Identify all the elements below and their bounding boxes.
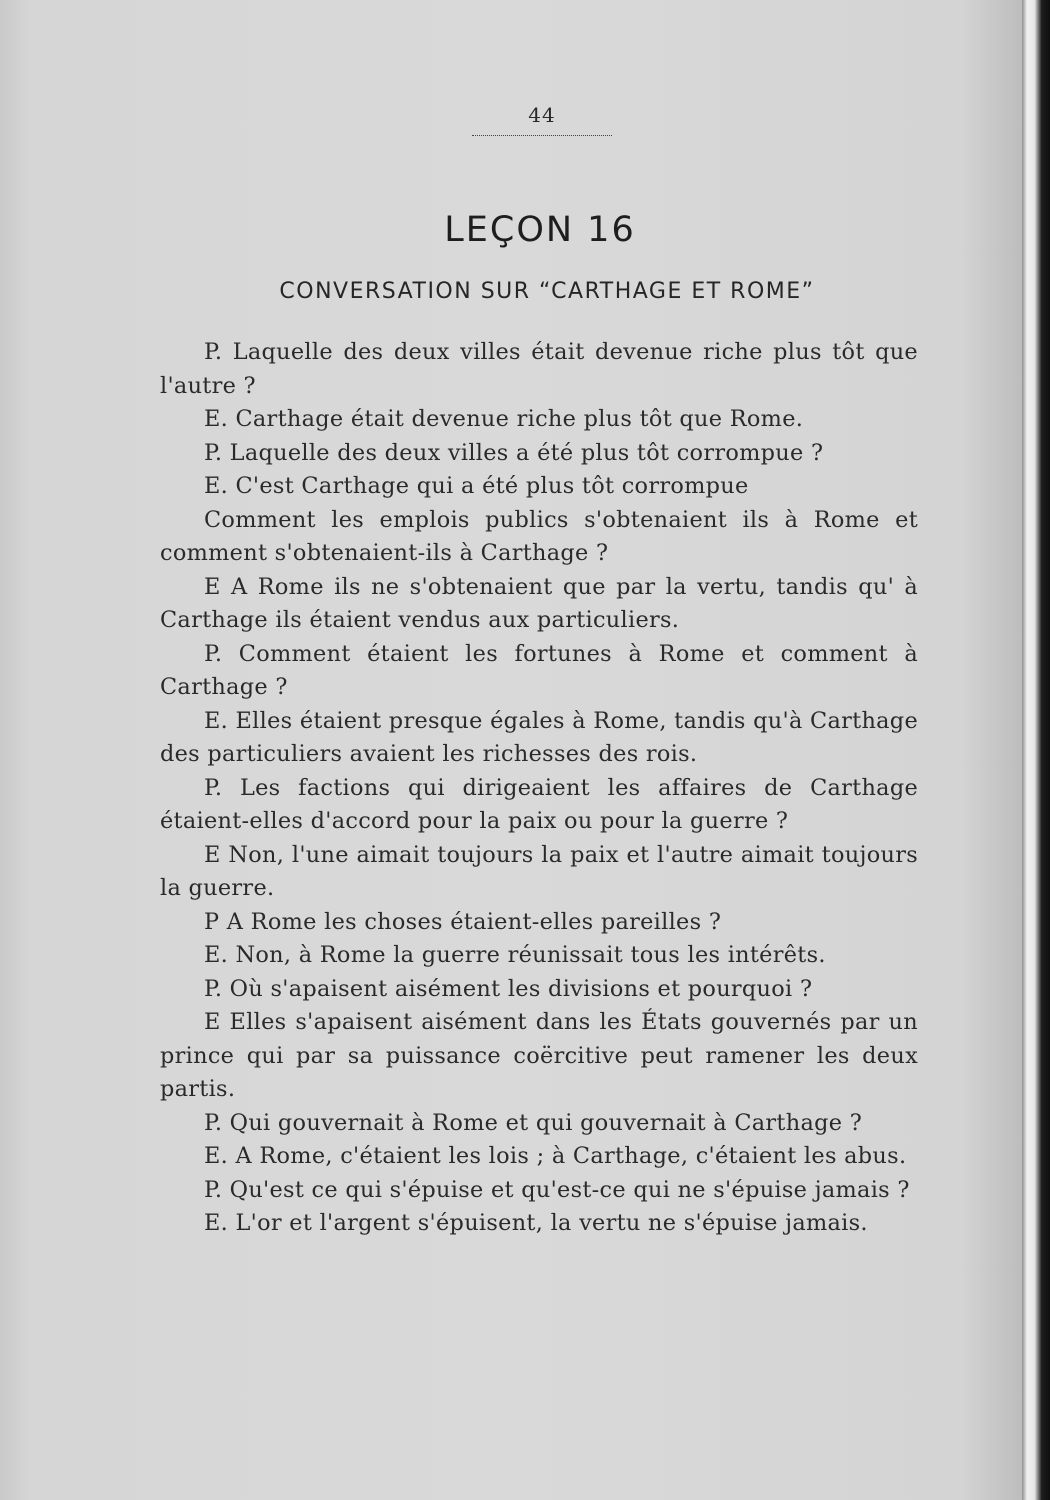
dialogue-line: P. Qui gouvernait à Rome et qui gouvernait à Carthage ? [204,1109,863,1136]
dialogue-line: E A Rome ils ne s'obtenaient que par la vertu, tandis qu' à Carthage ils étaient vendus aux particuliers. [160,573,918,633]
page-number: 44 [528,103,556,127]
page-number-rule [472,135,612,136]
dialogue-line: E Non, l'une aimait toujours la paix et l'autre aimait toujours la guerre. [160,841,918,901]
dialogue-line: E. Elles étaient presque égales à Rome, tandis qu'à Carthage des particuliers avaient les richesses des rois. [160,707,918,767]
lesson-title: LEÇON 16 [444,210,636,250]
dialogue-line: P. Les factions qui dirigeaient les affaires de Carthage étaient-elles d'accord pour la paix ou pour la guerre ? [160,774,918,834]
dialogue-line: E. Non, à Rome la guerre réunissait tous les intérêts. [204,942,826,968]
dialogue-line: P A Rome les choses étaient-elles pareilles ? [204,908,722,935]
page-edge-binding [1022,0,1050,1500]
dialogue-line: E. A Rome, c'étaient les lois ; à Carthage, c'étaient les abus. [204,1143,907,1169]
dialogue-line: P. Où s'apaisent aisément les divisions et pourquoi ? [204,975,813,1002]
dialogue-line: E Elles s'apaisent aisément dans les États gouvernés par un prince qui par sa puissance coërcitive peut ramener les deux partis. [160,1009,918,1102]
dialogue-line: E. C'est Carthage qui a été plus tôt corrompue [204,473,749,499]
dialogue-text [160,336,918,1241]
dialogue-line: P. Laquelle des deux villes a été plus tôt corrompue ? [204,439,824,466]
dialogue-line: E. Carthage était devenue riche plus tôt que Rome. [204,406,804,432]
dialogue-line: P. Qu'est ce qui s'épuise et qu'est-ce qui ne s'épuise jamais ? [204,1176,910,1203]
dialogue-line: P. Laquelle des deux villes était devenue riche plus tôt que l'autre ? [160,339,918,399]
lesson-subtitle: CONVERSATION SUR “CARTHAGE ET ROME” [279,279,815,304]
dialogue-line: Comment les emplois publics s'obtenaient ils à Rome et comment s'obtenaient-ils à Carthage ? [160,506,918,566]
dialogue-line: P. Comment étaient les fortunes à Rome et comment à Carthage ? [160,640,918,700]
dialogue-line: E. L'or et l'argent s'épuisent, la vertu ne s'épuise jamais. [204,1210,868,1236]
